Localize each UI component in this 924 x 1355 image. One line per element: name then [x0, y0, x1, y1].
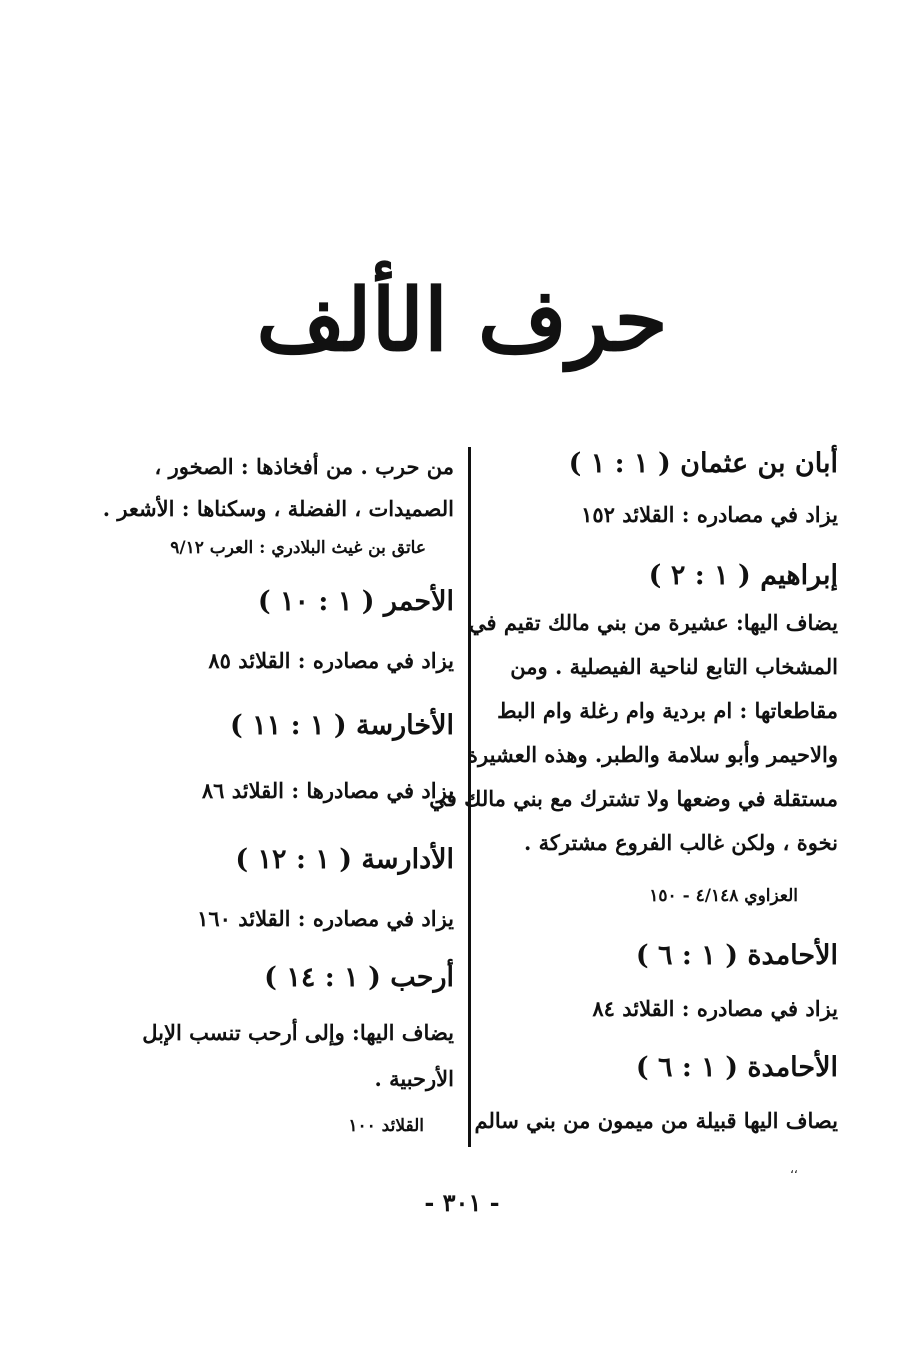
entry-heading-akharisa: الأخارسة ( ١ : ١١ )	[229, 710, 454, 741]
source-citation: القلائد ١٠٠	[348, 1116, 424, 1136]
entry-text-ahamida-2: يصاف اليها قبيلة من ميمون من بني سالم	[474, 1108, 838, 1133]
entry-heading-ahamida: الأحامدة ( ١ : ٦ )	[635, 940, 838, 971]
entry-text-adarisa: يزاد في مصادره : القلائد ١٦٠	[197, 906, 454, 931]
entry-text-ahmar: يزاد في مصادره : القلائد ٨٥	[208, 648, 454, 673]
entry-heading-aban: أبان بن عثمان ( ١ : ١ )	[568, 448, 838, 479]
page-title: حرف الألف	[256, 270, 668, 371]
entry-line: يضاف اليها: عشيرة من بني مالك تقيم في	[469, 610, 838, 635]
entry-heading-arhab: أرحب ( ١ : ١٤ )	[264, 962, 454, 993]
entry-line: مستقلة في وضعها ولا تشترك مع بني مالك في	[429, 786, 838, 811]
source-citation: عاتق بن غيث البلادري : العرب ٩/١٢	[170, 538, 426, 558]
entry-line: مقاطعاتها : ام بردية وام رغلة وام البط	[497, 698, 838, 723]
entry-line: المشخاب التابع لناحية الفيصلية . ومن	[510, 654, 838, 679]
entry-text-ahamida: يزاد في مصادره : القلائد ٨٤	[592, 996, 838, 1021]
entry-line: من حرب . من أفخاذها : الصخور ،	[154, 454, 454, 479]
stray-mark: ،،	[790, 1162, 798, 1176]
page-number: - ٣٠١ -	[424, 1188, 500, 1217]
entry-line: والاحيمر وأبو سلامة والطبر. وهذه العشيرة	[467, 742, 838, 767]
entry-heading-adarisa: الأدارسة ( ١ : ١٢ )	[235, 844, 454, 875]
entry-heading-ibrahim: إبراهيم ( ١ : ٢ )	[648, 560, 838, 591]
source-citation: العزاوي ٤/١٤٨ - ١٥٠	[649, 886, 798, 906]
entry-text-aban: يزاد في مصادره : القلائد ١٥٢	[581, 502, 838, 527]
entry-line: نخوة ، ولكن غالب الفروع مشتركة .	[523, 830, 838, 855]
entry-line: الأرحبية .	[374, 1066, 454, 1091]
entry-heading-ahamida-2: الأحامدة ( ١ : ٦ )	[635, 1052, 838, 1083]
entry-heading-ahmar: الأحمر ( ١ : ١٠ )	[257, 586, 454, 617]
entry-text-akharisa: يزاد في مصادرها : القلائد ٨٦	[201, 778, 454, 803]
entry-line: يضاف اليها: وإلى أرحب تنسب الإبل	[142, 1020, 454, 1045]
entry-line: الصميدات ، الفضلة ، وسكناها : الأشعر .	[102, 496, 454, 521]
